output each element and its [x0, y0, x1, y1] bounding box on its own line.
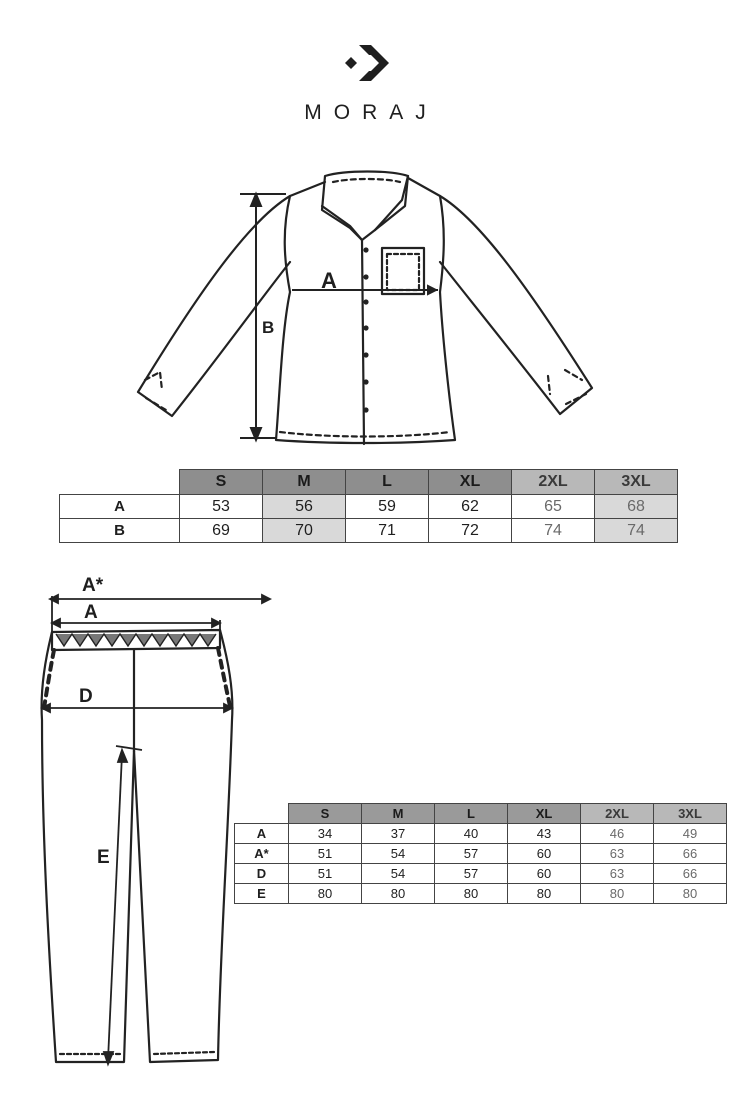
pants-label-a: A [84, 602, 98, 623]
size-header: L [346, 470, 429, 495]
table-cell: 80 [581, 884, 654, 904]
shirt-size-table [59, 469, 678, 543]
table-corner [60, 470, 180, 495]
size-header: XL [429, 470, 512, 495]
table-header-row [235, 804, 727, 824]
row-label: E [235, 884, 289, 904]
table-corner [235, 804, 289, 824]
table-cell: 57 [435, 864, 508, 884]
size-header: 3XL [595, 470, 678, 495]
pants-label-e: E [97, 847, 110, 868]
table-cell: 34 [289, 824, 362, 844]
row-label: A [60, 495, 180, 519]
table-cell: 66 [654, 844, 727, 864]
table-cell: 80 [289, 884, 362, 904]
table-cell: 37 [362, 824, 435, 844]
table-cell: 54 [362, 844, 435, 864]
table-cell: 57 [435, 844, 508, 864]
table-cell: 59 [346, 495, 429, 519]
size-header: S [180, 470, 263, 495]
table-cell: 43 [508, 824, 581, 844]
table-cell: 70 [263, 519, 346, 543]
table-row [235, 884, 727, 904]
table-cell: 80 [362, 884, 435, 904]
table-cell: 49 [654, 824, 727, 844]
table-cell: 74 [595, 519, 678, 543]
table-cell: 80 [654, 884, 727, 904]
table-cell: 66 [654, 864, 727, 884]
size-header: M [362, 804, 435, 824]
table-row [235, 864, 727, 884]
table-row [60, 495, 678, 519]
table-cell: 63 [581, 864, 654, 884]
row-label: A [235, 824, 289, 844]
table-cell: 80 [508, 884, 581, 904]
shirt-diagram [130, 160, 600, 450]
table-cell: 80 [435, 884, 508, 904]
size-header: XL [508, 804, 581, 824]
table-cell: 71 [346, 519, 429, 543]
row-label: B [60, 519, 180, 543]
pants-size-table [234, 803, 727, 904]
table-cell: 63 [581, 844, 654, 864]
size-header: 2XL [512, 470, 595, 495]
table-cell: 65 [512, 495, 595, 519]
table-cell: 69 [180, 519, 263, 543]
table-header-row [60, 470, 678, 495]
pants-label-d: D [79, 686, 93, 707]
table-cell: 72 [429, 519, 512, 543]
table-cell: 51 [289, 864, 362, 884]
moraj-logo-icon [341, 41, 393, 87]
size-header: M [263, 470, 346, 495]
table-cell: 74 [512, 519, 595, 543]
size-header: 3XL [654, 804, 727, 824]
row-label: A* [235, 844, 289, 864]
table-cell: 53 [180, 495, 263, 519]
table-cell: 46 [581, 824, 654, 844]
table-cell: 51 [289, 844, 362, 864]
table-cell: 40 [435, 824, 508, 844]
table-row [60, 519, 678, 543]
table-cell: 54 [362, 864, 435, 884]
table-cell: 62 [429, 495, 512, 519]
table-row [235, 844, 727, 864]
pants-label-a-star: A* [82, 575, 104, 596]
table-cell: 56 [263, 495, 346, 519]
brand-name: MORAJ [304, 101, 438, 124]
shirt-label-a: A [321, 268, 337, 293]
size-header: S [289, 804, 362, 824]
size-header: 2XL [581, 804, 654, 824]
table-cell: 68 [595, 495, 678, 519]
size-header: L [435, 804, 508, 824]
row-label: D [235, 864, 289, 884]
shirt-label-b: B [262, 318, 275, 337]
table-cell: 60 [508, 844, 581, 864]
table-cell: 60 [508, 864, 581, 884]
table-row [235, 824, 727, 844]
